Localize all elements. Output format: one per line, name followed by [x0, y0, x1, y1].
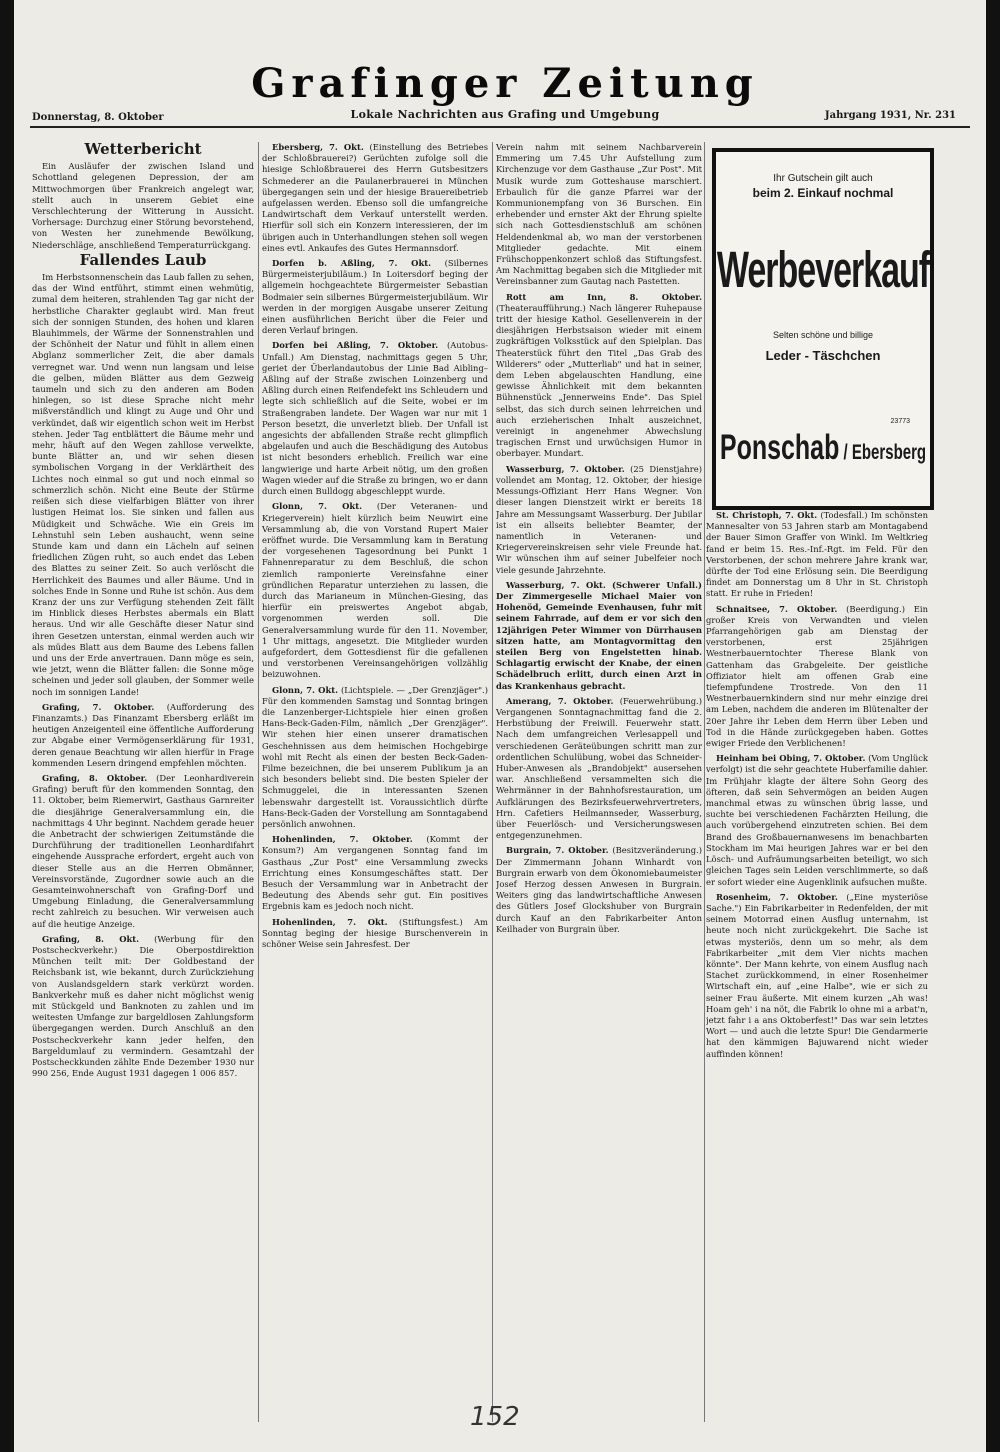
masthead	[225, 60, 785, 121]
article-dateline: St. Christoph, 7. Okt.	[716, 510, 818, 520]
column-divider	[258, 142, 259, 1422]
article-dateline: Grafing, 8. Okt.	[42, 933, 140, 944]
article	[706, 753, 928, 887]
column-2	[262, 142, 488, 1422]
article-text: (Werbung für den Postscheckverkehr.) Die Oberpostdirektion München teilt mit: Der Goldbestand der Reichsbank ist, wie bekannt, durch Zurückziehung von Auslandsgeldern stark verkürzt worden. Bankverkehr muß es daher nicht möglichst wenig mit Stückgeld und Banknoten zu zahlen und im weitesten Umfange zur bargeldlosen Zahlungsform übergegangen werden. Durch Anschluß an den Postscheckverkehr kann jeder helfen, den Bargeldumlauf zu vermindern. Gesamtzahl der Postscheckkunden zählte Ende Dezember 1930 nur 990 256, Ende August 1931 dagegen 1 006 857.	[32, 933, 254, 1079]
article-text: („Eine mysteriöse Sache.") Ein Fabrikarbeiter in Redenfelden, der mit seinem Motorrad einen Ausflug unternahm, ist heute noch nicht zurückgekehrt. Die Sache ist etwas mysteriös, denn um so mehr, als dem Fabrikarbeiter „mit dem Vier nichts machen könnte". Der Mann kehrte, von einem Ausflug nach Stachet zurückkommend, in einer Rosenheimer Wirtschaft ein, auf „eine Halbe", wie er sich zu seiner Frau äußerte. Mit einem kurzen „Ah was! Hoam geh' i na nöt, die Fabrik lo ohne mi a arbat'n, jetzt fahr i a ans Oktoberfest!" Das war sein letztes Wort — und auch die letzte Spur! Die Gendarmerie hat den kämmigen Bajuwarend nicht wieder auffinden können!	[706, 891, 928, 1059]
scan-edge-right	[986, 0, 1000, 1452]
issue-number: Jahrgang 1931, Nr. 231	[824, 110, 956, 121]
ad-product: Leder - Täschchen	[765, 348, 881, 363]
article	[706, 892, 928, 1060]
newspaper-title: Grafinger Zeitung	[251, 60, 759, 107]
weather-heading: Wetterbericht	[84, 142, 202, 158]
article	[262, 685, 488, 831]
advertisement	[712, 148, 934, 510]
article	[32, 934, 254, 1080]
article-text: (Der Veteranen- und Kriegerverein) hielt kürzlich beim Neuwirt eine Versammlung ab, die von Vorstand Rupert Maier eröffnet wurde. Die Versammlung kam in Beratung der vorgesehenen Tagesordnung bei Punkt 1 Fahnenreparatur zu dem Beschluß, die schon ziemlich ramponierte Vereinsfahne einer gründlichen Reparatur unterziehen zu lassen, die durch das Marianeum in München-Giesing, das hierfür ein preiswertes Angebot abgab, vorgenommen werden soll. Die Generalversammlung wurde für den 11. November, 1 Uhr mittags, angesetzt. Die Mitglieder wurden aufgefordert, dem Gottesdienst für die gefallenen und verstorbenen Vereinsangehörigen vollzählig beizuwohnen.	[262, 501, 488, 680]
article	[496, 845, 702, 935]
article-text: (Stiftungsfest.) Am Sonntag beging der hiesige Burschenverein in schöner Weise sein Jahresfest. Der	[262, 916, 488, 950]
article-dateline: Grafing, 8. Oktober.	[42, 772, 148, 783]
article-text: (Feuerwehrübung.) Vergangenen Sonntagnachmittag fand die 2. Herbstübung der Freiwill. Feuerwehr statt. Nach dem umfangreichen Verlesappell und verschiedenen Geräteübungen schritt man zur ordentlichen Schulübung, wobei das Schneider-Huber-Anwesen als „Brandobjekt" ausersehen war. Anschließend versammelten sich die Wehrmänner in der Bahnhofsrestauration, um Aufklärungen des Bezirksfeuerwehrvertreters, Hrn. Cafetiers Heilmannseder, Wasserburg, über Feuerlösch- und Versicherungswesen entgegenzunehmen.	[496, 695, 702, 841]
column-1	[32, 142, 254, 1422]
ad-phone: 23773	[890, 418, 910, 425]
article-dateline: Heinham bei Obing, 7. Oktober.	[716, 753, 866, 764]
article	[496, 464, 702, 576]
ad-headline: Werbeverkauf	[716, 242, 930, 299]
article-dateline: Ebersberg, 7. Okt.	[272, 142, 364, 152]
article-dateline: Hohenlinden, 7. Okt.	[272, 916, 388, 927]
article-text: (Der Leonhardiverein Grafing) beruft für den kommenden Sonntag, den 11. Oktober, beim Riemerwirt, Gasthaus Garnreiter die diesjährige Generalversammlung ein, die nachmittags 4 Uhr beginnt. Nachdem gerade heuer die Anbetracht der schwierigen Zeitumstände die Durchführung der traditionellen Leonhardifahrt eingehende Aussprache erfordert, ergeht auch von dieser Stelle aus an die Herren Obmänner, Vereinsvorstände, Zugordner sowie auch an die Gesamteinwohnerschaft von Grafing-Dorf und Umgebung Einladung, die Generalversammlung recht zahlreich zu besuchen. Wir verweisen auch auf die heutige Anzeige.	[32, 772, 254, 929]
article	[262, 834, 488, 912]
article-text: (25 Dienstjahre) vollendet am Montag, 12. Oktober, der hiesige Messungs-Offiziant Herr Hans Wegner. Von dieser langen Dienstzeit wirkt er bereits 18 Jahre am Messungsamt Wasserburg. Der Jubilar ist ein allseits beliebter Beamter, der namentlich in Veteranen- und Kriegervereinskreisen sehr viele Freunde hat. Wir wünschen ihm auf seiner Jubelfeier noch viele gesunde Jahrzehnte.	[496, 463, 702, 575]
article-text: (Lichtspiele. — „Der Grenzjäger".) Für den kommenden Samstag und Sonntag bringen die Lanzenberger-Lichtspiele hier einen großen Hans-Beck-Gaden-Film, nämlich „Der Grenzjäger". Wir stehen hier einen unserer dramatischen Geschehnissen aus dem heimischen Hochgebirge wohl mit Recht als einen der besten Beck-Gaden-Filme bezeichnen, die bei unserem Publikum ja an sich besonders beliebt sind. Die besten Spieler der Schmuggelei, die in interessanten Szenen lebenswahr dargestellt ist. Voraussichtlich dürfte Hans-Beck-Gaden der Vorstellung am Sonntagabend persönlich anwohnen.	[262, 684, 488, 829]
ad-coupon	[716, 172, 930, 202]
masthead-rule	[30, 126, 970, 128]
article-dateline: Glonn, 7. Okt.	[272, 684, 339, 695]
article-text: (Vom Unglück verfolgt) ist die sehr geachtete Huberfamilie dahier. Im Frühjahr klagte der ältere Sohn Georg des öfteren, daß sein Sehvermögen an beiden Augen manchmal etwas zu wünschen übrig lasse, und suchte bei verschiedenen Fachärzten Heilung, die auch vorübergehend einzutreten schien. Bei dem Brand des Großbauernanwesens im benachbarten Stockham im Mai heurigen Jahres war er bei den Lösch- und Aufräumungsarbeiten beteiligt, wo sich gleichen Tages sein Leiden verschlimmerte, so daß er sofort wieder eine Augenklinik aufsuchen mußte.	[706, 753, 928, 887]
article-dateline: Schnaitsee, 7. Oktober.	[716, 603, 838, 614]
article-text: (Silbernes Bürgermeisterjubiläum.) In Loitersdorf beging der allgemein hochgeachtete Bürgermeister Sebastian Bodmaier sein silbernes Bürgermeisterjubiläum. Wir werden in der morgigen Ausgabe unserer Zeitung einen ausführlichen Bericht über die Feier und deren Verlauf bringen.	[262, 258, 488, 336]
article	[32, 702, 254, 769]
ad-firm: Ponschab / Ebersberg	[719, 428, 927, 468]
article-text: (Aufforderung des Finanzamts.) Das Finanzamt Ebersberg erläßt im heutigen Anzeigenteil eine öffentliche Aufforderung zur Abgabe einer Vermögenserklärung für 1931, deren genaue Beachtung wir allen hierfür in Frage kommenden Lesern dringend empfehlen möchten.	[32, 701, 254, 768]
laub-text: Im Herbstsonnenschein das Laub fallen zu sehen, das der Wind entführt, stimmt einen wehmütig, zumal dem heiteren, strahlenden Tag gar nicht der herbstliche Charakter geglaubt wird. Man freut sich der sonnigen Stunden, des hohen und klaren Blauhimmels, der Wärme der Sonnenstrahlen und der Schönheit der Natur und fühlt in allem einen Abglanz sommerlicher Zeit, die aber damals verregnet war. Und wenn nun langsam und leise die gelben, müden Blätter aus dem Gezweig taumeln und sich zu den anderen am Boden hinlegen, so ist diese Sprache nicht mehr mißverständlich und klingt zu Auge und Ohr und verkündet, daß wir eigentlich schon weit im Herbst stehen. Jeder Tag entblättert die Bäume mehr und mehr, häuft auf den Wegen zahllose verwelkte, bunte Blätter an, und wir sehen diesen symbolischen Vorgang in der Verklärtheit des Lichtes noch einmal so gut und noch einmal so schmerzlich schön. Nicht eine Beute der Stürme reißen sich diese vielfarbigen Blätter von ihrer lustigen Heimat los. Sie sinken und fallen aus Müdigkeit und Schwäche. Wie ein Greis im Lehnstuhl sein Leben aushaucht, wenn seine Stunde kam und dann ein Lächeln auf seinen friedlichen Zügen ruht, so auch endet das Leben des Blattes zu seiner Zeit. So auch verlöscht die Herrlichkeit des Baumes und aller Bäume. Und in solches Ende in Sonne und Ruhe ist schön. Aus dem Kranz der uns zur Verfügung stehenden Zeit fällt im Hinblick dieses Herbstes abermals ein Blatt heraus. Und wir alle Geschäfte dieser Natur sind ihren Gesetzen unterstan, einmal werden auch wir als müdes Blatt aus dem Baume des Lebens fallen und uns der Erde anvertrauen. Dann möge es sein, wie jetzt, wenn die Blätter fallen: die Sonne möge scheinen und jeder soll glauben, der Sommer weile noch im sonnigen Lande!	[32, 272, 254, 697]
article-dateline: Grafing, 7. Oktober.	[42, 701, 155, 712]
article-text: (Schwerer Unfall.) Der Zimmergeselle Michael Maier von Hohenöd, Gemeinde Evenhausen, fuhr mit seinem Fahrrade, auf dem er vor sich den 12jährigen Peter Wimmer von Dürrhausen sitzen hatte, am Montagvormittag den steilen Berg von Engelstetten hinab. Schlagartig erwischt der Knabe, der einen Schädelbruch erlitt, durch einen Arzt in das Krankenhaus gebracht.	[496, 579, 702, 691]
newspaper-subtitle: Lokale Nachrichten aus Grafing und Umgebung	[350, 108, 660, 121]
article-text: (Kommt der Konsum?) Am vergangenen Sonntag fand im Gasthaus „Zur Post" eine Versammlung zwecks Errichtung eines Konsumgeschäftes statt. Der Besuch der Versammlung war in Anbetracht der Bedeutung des Abends sehr gut. Ein positives Ergebnis kam es jedoch noch nicht.	[262, 834, 488, 912]
article	[262, 142, 488, 254]
article-dateline: Burgrain, 7. Oktober.	[506, 845, 609, 856]
article	[706, 510, 928, 600]
ad-coupon-line: beim 2. Einkauf nochmal	[752, 186, 894, 200]
handwritten-page-number: 152	[470, 1402, 520, 1432]
column-4	[706, 510, 928, 1430]
article	[262, 917, 488, 951]
column-3	[496, 142, 702, 1422]
article-text: (Beerdigung.) Ein großer Kreis von Verwandten und vielen Pfarrangehörigen gab am Dienstag der verstorbenen, erst 25jährigen Westnerbauerntochter Therese Blank von Gattenham das Grabgeleite. Der geistliche Offiziator hielt am offenen Grab eine tiefempfundene Trostrede. Von den 11 Westnerbauernkindern sind nur mehr einzige drei am Leben, nachdem die anderen im Blütenalter der 20er Jahre ihr Leben dem Herrn über Leben und Tod in die Hände zurückgegeben haben. Gottes ewiger Friede den Verblichenen!	[706, 603, 928, 749]
scan-edge-left	[0, 0, 14, 1452]
article-text: (Theateraufführung.) Nach längerer Ruhepause tritt der hiesige Kathol. Gesellenverein in der diesjährigen Herbstsaison wieder mit einem zugkräftigen Volksstück auf den Spielplan. Das Theaterstück führt den Titel „Das Grab des Wilderers" oder „Mutterliab" und hat in seiner, dem Leben abgelauschten Handlung, eine gewisse Ähnlichkeit mit dem bekannten Bühnenstück „Jennerweins Ende". Das Spiel selbst, das sich durch seinen lehrreichen und auch erzieherischen Inhalt auszeichnet, vereinigt in angenehmer Abwechslung tragischen Ernst und urwüchsigen Humor in oberbayer. Mundart.	[496, 302, 702, 459]
article-dateline: Dorfen b. Aßling, 7. Okt.	[272, 258, 432, 269]
article-dateline: Wasserburg, 7. Okt.	[506, 579, 606, 590]
ad-subline: Selten schöne und billige	[772, 330, 874, 340]
ad-coupon-line: Ihr Gutschein gilt auch	[773, 173, 873, 184]
article-continued: Verein nahm mit seinem Nachbarverein Emmering um 7.45 Uhr Aufstellung zum Kirchenzuge vor dem Gasthause „Zur Post". Mit Musik wurde zum Gotteshause marschiert. Erbaulich für die ganze Pfarrei war der Kommunionempfang von 36 Burschen. Ein erhebender und ernster Akt der Ehrung spielte sich nach Gottesdienstschluß am schönen Heldendenkmal ab, wo man der verstorbenen Mitglieder gedachte. Mit einem Frühschoppenkonzert schloß das Stiftungsfest. Am Nachmittag begaben sich die Mitglieder mit Vereinsbanner zum Gautag nach Pastetten.	[496, 142, 702, 287]
article-dateline: Rott am Inn, 8. Oktober.	[506, 291, 702, 302]
issue-date: Donnerstag, 8. Oktober	[32, 112, 164, 123]
weather-text: Ein Ausläufer der zwischen Island und Schottland gelegenen Depression, der am Mittwochmorgen über Frankreich angelegt war, stellt auch in unserem Gebiet eine Verschlechterung der Witterung in Aussicht. Vorhersage: Durchzug einer Störung bevorstehend, von Westen her zunehmende Bewölkung, Niederschläge, anschließend Temperaturrückgang.	[32, 161, 254, 250]
article-text: (Besitzveränderung.) Der Zimmermann Johann Winhardt von Burgrain erwarb von dem Ökonomiebaumeister Josef Herzog dessen Anwesen in Burgrain. Weiters ging das landwirtschaftliche Anwesen des Gütlers Josef Glockshuber von Burgrain durch Kauf an den Fabrikarbeiter Anton Keilhader von Burgrain über.	[496, 845, 702, 934]
ad-firm-town: Ebersberg	[851, 440, 927, 465]
article	[262, 340, 488, 497]
article-text: (Einstellung des Betriebes der Schloßbrauerei?) Gerüchten zufolge soll die hiesige Schloßbrauerei des Herrn Gutsbesitzers Schmederer an die Paulanerbrauerei in München übergegangen sein und der hiesige Brauereibetrieb aufgelassen werden. Ebenso soll die umfangreiche Landwirtschaft dem Verkauf unterstellt werden. Hierfür soll sich ein Konzern interessieren, der im übrigen auch in Unterhandlungen stehen soll wegen eines evtl. Ankaufes des Gutes Hermannsdorf.	[262, 142, 488, 253]
article	[32, 773, 254, 930]
ad-firm-name: Ponschab	[719, 428, 840, 468]
column-divider	[492, 142, 493, 1422]
article	[496, 292, 702, 460]
article	[262, 501, 488, 680]
article-dateline: Rosenheim, 7. Oktober.	[716, 891, 838, 902]
article-text: (Autobus-Unfall.) Am Dienstag, nachmittags gegen 5 Uhr, geriet der Überlandautobus der Linie Bad Aibling–Aßling auf der Straße zwischen Loinzenberg und Aßling durch einen Reifendefekt ins Schleudern und legte sich schließlich auf die Seite, wobei er im Straßengraben landete. Der Wagen war nur mit 1 Person besetzt, die unverletzt blieb. Der Unfall ist angesichts der abfallenden Straße recht glimpflich abgelaufen und auch die Beschädigung des Autobus ist nicht besonders erheblich. Freilich war eine langwierige und harte Arbeit nötig, um den großen Wagen wieder auf die Straße zu bringen, wo er dann durch einen Bulldogg abgeschleppt wurde.	[262, 340, 488, 497]
article	[262, 258, 488, 336]
article-dateline: Dorfen bei Aßling, 7. Oktober.	[272, 340, 439, 351]
article	[496, 696, 702, 842]
article-dateline: Wasserburg, 7. Oktober.	[506, 463, 625, 474]
article-dateline: Glonn, 7. Okt.	[272, 501, 362, 512]
article	[496, 580, 702, 692]
article-text: (Todesfall.) Im schönsten Mannesalter von 53 Jahren starb am Montagabend der Bauer Simon Graffer von Winkl. Im Weltkrieg fand er beim 15. Res.-Inf.-Rgt. im Feld. Für den Verstorbenen, der schon mehrere Jahre krank war, dürfte der Tod eine Erlösung sein. Die Beerdigung findet am Donnerstag um 8 Uhr in St. Christoph statt. Er ruhe in Frieden!	[706, 510, 928, 599]
article-dateline: Amerang, 7. Oktober.	[506, 695, 614, 706]
laub-heading: Fallendes Laub	[79, 250, 207, 269]
column-divider	[704, 142, 705, 1422]
article-dateline: Hohenlinden, 7. Oktober.	[272, 834, 413, 845]
article	[706, 604, 928, 750]
